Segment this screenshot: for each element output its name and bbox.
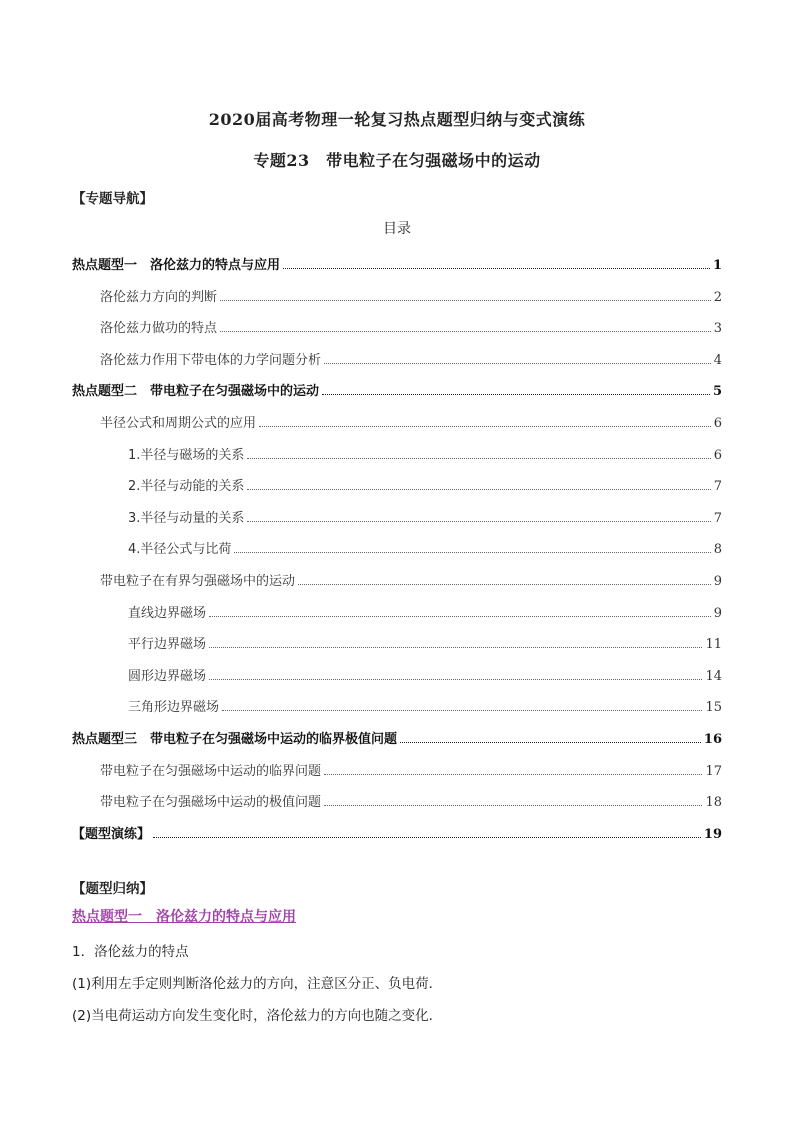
toc-entry-label: 3.半径与动量的关系 <box>128 510 245 526</box>
toc-entry-label: 1.半径与磁场的关系 <box>128 447 245 463</box>
toc-entry-page: 17 <box>705 763 722 779</box>
toc-entry-label: 半径公式和周期公式的应用 <box>100 416 257 431</box>
toc-leader-dots <box>209 615 711 617</box>
toc-entry[interactable] <box>0 563 722 589</box>
toc-entry-page: 2 <box>713 289 722 305</box>
document-subtitle: 专题23 带电粒子在匀强磁场中的运动 <box>253 151 541 170</box>
toc-entry-page: 16 <box>703 732 722 747</box>
toc-entry-label: 直线边界磁场 <box>128 605 207 621</box>
toc-entry-label: 4.半径公式与比荷 <box>128 542 232 558</box>
toc-entry-label: 带电粒子在匀强磁场中运动的极值问题 <box>100 795 322 811</box>
toc-leader-dots <box>400 741 701 743</box>
toc-leader-dots <box>247 520 710 522</box>
toc-entry-page: 14 <box>705 668 722 684</box>
toc-leader-dots <box>153 836 701 838</box>
toc-entry[interactable] <box>0 279 722 305</box>
toc-entry-page: 19 <box>703 826 722 842</box>
toc-entry-label: 平行边界磁场 <box>128 637 207 653</box>
toc-entry-page: 9 <box>713 605 722 621</box>
toc-entry-page: 5 <box>712 384 722 400</box>
toc-entry-label: 热点题型二 带电粒子在匀强磁场中的运动 <box>72 384 320 400</box>
toc-entry[interactable] <box>0 721 722 747</box>
toc-entry-page: 1 <box>712 258 722 273</box>
paragraph: 1．洛伦兹力的特点 <box>72 944 189 960</box>
toc-entry-page: 18 <box>705 795 722 811</box>
toc-entry-label: 热点题型一 洛伦兹力的特点与应用 <box>72 258 281 273</box>
toc-entry[interactable] <box>0 468 722 494</box>
toc-entry-label: 【题型演练】 <box>72 826 151 842</box>
toc-entry[interactable] <box>0 531 722 557</box>
toc-leader-dots <box>209 646 702 648</box>
toc-leader-dots <box>220 299 711 301</box>
toc-entry-page: 3 <box>713 321 722 337</box>
toc-entry[interactable] <box>0 500 722 526</box>
toc-entry-page: 6 <box>713 416 722 431</box>
toc-entry[interactable] <box>0 595 722 621</box>
toc-entry[interactable] <box>0 437 722 463</box>
toc-entry-page: 4 <box>713 352 722 368</box>
toc-leader-dots <box>220 330 711 332</box>
toc-entry-label: 洛伦兹力做功的特点 <box>100 321 218 337</box>
toc-entry[interactable] <box>0 689 722 715</box>
toc-leader-dots <box>259 425 711 427</box>
toc-leader-dots <box>247 457 710 459</box>
toc-entry-page: 7 <box>713 479 722 495</box>
body-section-tag: 【题型归纳】 <box>72 881 153 897</box>
hot-topic-link[interactable]: 热点题型一 洛伦兹力的特点与应用 <box>72 909 296 925</box>
toc-entry-label: 带电粒子在有界匀强磁场中的运动 <box>100 574 296 589</box>
document-title: 2020届高考物理一轮复习热点题型归纳与变式演练 <box>208 110 586 129</box>
toc-entry[interactable] <box>0 247 722 273</box>
toc-leader-dots <box>324 362 711 364</box>
toc-entry[interactable] <box>0 310 722 336</box>
toc-entry-label: 热点题型三 带电粒子在匀强磁场中运动的临界极值问题 <box>72 732 398 747</box>
toc-entry-label: 2.半径与动能的关系 <box>128 479 245 495</box>
toc-leader-dots <box>322 393 710 395</box>
paragraph: (1)利用左手定则判断洛伦兹力的方向，注意区分正、负电荷． <box>72 976 443 992</box>
toc-entry-page: 11 <box>705 637 722 653</box>
toc-entry[interactable] <box>0 784 722 810</box>
toc-entry-label: 洛伦兹力方向的判断 <box>100 289 218 305</box>
toc-entry-label: 圆形边界磁场 <box>128 668 207 684</box>
toc-entry-page: 15 <box>705 700 722 716</box>
toc-leader-dots <box>234 551 710 553</box>
toc-entry-label: 带电粒子在匀强磁场中运动的临界问题 <box>100 763 322 779</box>
toc-leader-dots <box>324 773 702 775</box>
toc-leader-dots <box>209 678 702 680</box>
toc-entry-page: 9 <box>713 574 722 589</box>
toc-entry-label: 三角形边界磁场 <box>128 700 220 716</box>
toc-heading: 目录 <box>383 221 411 237</box>
toc-entry-page: 6 <box>713 447 722 463</box>
toc-leader-dots <box>247 488 710 490</box>
toc-entry-label: 洛伦兹力作用下带电体的力学问题分析 <box>100 352 322 368</box>
toc-leader-dots <box>222 709 702 711</box>
paragraph: (2)当电荷运动方向发生变化时，洛伦兹力的方向也随之变化． <box>72 1008 443 1024</box>
toc-entry[interactable] <box>0 405 722 431</box>
toc-entry[interactable] <box>0 658 722 684</box>
nav-section-tag: 【专题导航】 <box>72 191 153 207</box>
toc-leader-dots <box>324 804 702 806</box>
toc-entry[interactable] <box>0 626 722 652</box>
toc-entry-page: 8 <box>713 542 722 558</box>
toc-entry[interactable] <box>0 342 722 368</box>
toc-entry[interactable] <box>0 816 722 842</box>
toc-leader-dots <box>283 267 710 269</box>
toc-entry-page: 7 <box>713 510 722 526</box>
toc-leader-dots <box>298 583 711 585</box>
toc-entry[interactable] <box>0 753 722 779</box>
toc-entry[interactable] <box>0 373 722 399</box>
